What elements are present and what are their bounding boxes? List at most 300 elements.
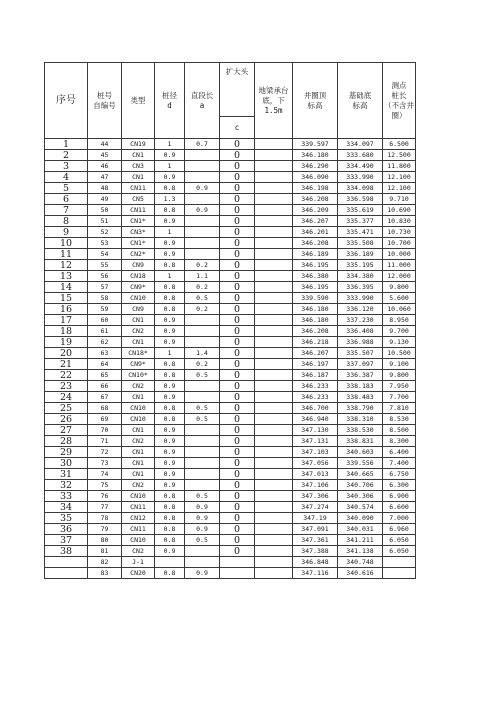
table-cell: 346.090 <box>293 172 338 183</box>
table-cell: 7.400 <box>383 458 416 469</box>
table-cell: 0.8 <box>155 491 185 502</box>
table-cell: 69 <box>88 414 122 425</box>
table-row <box>45 326 416 337</box>
table-row <box>45 205 416 216</box>
table-cell <box>255 370 293 381</box>
table-cell: CN11 <box>122 205 155 216</box>
table-cell: 346.290 <box>293 161 338 172</box>
table-cell: 338.483 <box>338 392 383 403</box>
table-row <box>45 194 416 205</box>
table-cell <box>185 557 220 568</box>
table-cell: 338.183 <box>338 381 383 392</box>
table-cell <box>185 436 220 447</box>
table-cell: 0 <box>220 183 255 194</box>
table-cell: CN1 <box>122 469 155 480</box>
table-cell: CN1 <box>122 315 155 326</box>
table-row <box>45 381 416 392</box>
table-cell <box>255 359 293 370</box>
table-cell: 9.800 <box>383 370 416 381</box>
table-cell: CN9 <box>122 304 155 315</box>
table-cell: 0 <box>220 238 255 249</box>
table-cell: 340.665 <box>338 469 383 480</box>
table-cell: 347.19 <box>293 513 338 524</box>
table-cell: 27 <box>45 425 88 436</box>
table-cell: 5.600 <box>383 293 416 304</box>
table-cell: 0.9 <box>155 381 185 392</box>
table-cell: 12.100 <box>383 183 416 194</box>
table-cell: 0.9 <box>185 205 220 216</box>
table-cell: 12 <box>45 260 88 271</box>
table-cell: CN10 <box>122 403 155 414</box>
table-cell: 336.395 <box>338 282 383 293</box>
table-cell <box>185 381 220 392</box>
table-cell: 70 <box>88 425 122 436</box>
table-cell: 11.800 <box>383 161 416 172</box>
table-cell <box>383 568 416 579</box>
table-cell: 0.9 <box>155 392 185 403</box>
table-body <box>45 139 416 579</box>
table-cell: 0.8 <box>155 535 185 546</box>
table-cell: 1 <box>155 348 185 359</box>
table-cell: 347.388 <box>293 546 338 557</box>
table-cell: 44 <box>88 139 122 150</box>
table-row <box>45 282 416 293</box>
table-cell: CN11 <box>122 502 155 513</box>
table-cell: 0.9 <box>155 337 185 348</box>
table-row <box>45 436 416 447</box>
table-cell: 0.9 <box>155 469 185 480</box>
table-cell: 0 <box>220 535 255 546</box>
table-cell: 37 <box>45 535 88 546</box>
table-cell: 0.9 <box>185 524 220 535</box>
table-cell: 52 <box>88 227 122 238</box>
header-seq: 序号 <box>45 63 88 139</box>
table-cell: 0 <box>220 414 255 425</box>
table-cell: 6.900 <box>383 491 416 502</box>
table-cell: 23 <box>45 381 88 392</box>
table-cell: 82 <box>88 557 122 568</box>
table-cell: 0 <box>220 502 255 513</box>
table-cell: 0.8 <box>155 513 185 524</box>
table-cell: 335.195 <box>338 260 383 271</box>
table-cell: 347.361 <box>293 535 338 546</box>
table-cell: 19 <box>45 337 88 348</box>
table-cell: CN3* <box>122 227 155 238</box>
table-cell: 25 <box>45 403 88 414</box>
table-cell: 0.5 <box>185 491 220 502</box>
table-row <box>45 216 416 227</box>
table-cell <box>255 293 293 304</box>
table-cell: 4 <box>45 172 88 183</box>
table-cell: 6.960 <box>383 524 416 535</box>
table-cell: 0 <box>220 249 255 260</box>
table-cell: 6.400 <box>383 447 416 458</box>
table-cell: 7.950 <box>383 381 416 392</box>
table-row <box>45 447 416 458</box>
table-row <box>45 469 416 480</box>
table-cell: 0.9 <box>155 436 185 447</box>
table-cell <box>255 491 293 502</box>
table-cell: 339.556 <box>338 458 383 469</box>
table-cell: 48 <box>88 183 122 194</box>
table-row <box>45 304 416 315</box>
table-cell <box>255 238 293 249</box>
table-cell: 0.8 <box>155 304 185 315</box>
table-cell: 340.603 <box>338 447 383 458</box>
table-cell: 0.8 <box>155 293 185 304</box>
table-cell: 11.000 <box>383 260 416 271</box>
table-cell: 0.9 <box>185 568 220 579</box>
table-cell: 336.598 <box>338 194 383 205</box>
table-row <box>45 546 416 557</box>
table-cell: 0 <box>220 392 255 403</box>
table-cell: 0 <box>220 524 255 535</box>
table-cell: 36 <box>45 524 88 535</box>
table-cell: 80 <box>88 535 122 546</box>
table-cell: 1.3 <box>155 194 185 205</box>
table-cell: 0.9 <box>155 458 185 469</box>
table-cell: 0.9 <box>155 150 185 161</box>
header-type: 类型 <box>122 63 155 139</box>
table-cell: 337.230 <box>338 315 383 326</box>
table-cell: 0.9 <box>155 315 185 326</box>
table-cell <box>185 326 220 337</box>
table-cell: CN1 <box>122 392 155 403</box>
table-cell: 6.500 <box>383 139 416 150</box>
table-cell: 0.2 <box>185 282 220 293</box>
table-cell: 334.098 <box>338 183 383 194</box>
table-cell: 340.748 <box>338 557 383 568</box>
table-cell <box>185 216 220 227</box>
table-cell: 347.013 <box>293 469 338 480</box>
table-cell: 0 <box>220 150 255 161</box>
table-row <box>45 337 416 348</box>
table-cell <box>255 425 293 436</box>
table-cell <box>255 381 293 392</box>
table-cell: 72 <box>88 447 122 458</box>
table-cell: 30 <box>45 458 88 469</box>
table-cell <box>185 425 220 436</box>
table-cell: 0.9 <box>155 480 185 491</box>
table-cell: CN18 <box>122 271 155 282</box>
table-cell: 0.8 <box>155 414 185 425</box>
header-below-cap: 地梁承台 底，下 1.5m <box>255 63 293 139</box>
table-cell: 1.1 <box>185 271 220 282</box>
table-cell: 0 <box>220 227 255 238</box>
table-cell: 346.201 <box>293 227 338 238</box>
table-cell: 0 <box>220 469 255 480</box>
table-cell: CN2 <box>122 326 155 337</box>
table-row <box>45 458 416 469</box>
table-cell: 8 <box>45 216 88 227</box>
table-cell <box>185 337 220 348</box>
table-cell: J-1 <box>122 557 155 568</box>
table-cell <box>255 249 293 260</box>
table-cell: CN10 <box>122 535 155 546</box>
table-cell: 10.060 <box>383 304 416 315</box>
table-cell: 0.5 <box>185 293 220 304</box>
table-cell: CN10 <box>122 414 155 425</box>
table-cell: CN10 <box>122 293 155 304</box>
table-cell <box>255 260 293 271</box>
table-cell: 0.9 <box>185 502 220 513</box>
table-cell: CN10* <box>122 370 155 381</box>
table-cell: 53 <box>88 238 122 249</box>
table-cell: 346.180 <box>293 304 338 315</box>
table-cell: 33 <box>45 491 88 502</box>
table-cell: 10.700 <box>383 238 416 249</box>
table-cell: 9.710 <box>383 194 416 205</box>
table-cell: CN2 <box>122 436 155 447</box>
table-cell <box>155 557 185 568</box>
table-cell: 347.091 <box>293 524 338 535</box>
table-cell: 9.700 <box>383 326 416 337</box>
table-cell: 60 <box>88 315 122 326</box>
table-cell: 71 <box>88 436 122 447</box>
table-cell <box>255 557 293 568</box>
table-cell: 0.5 <box>185 370 220 381</box>
table-row <box>45 139 416 150</box>
table-cell <box>255 194 293 205</box>
table-cell: 14 <box>45 282 88 293</box>
table-cell: 8.950 <box>383 315 416 326</box>
table-cell: 8.300 <box>383 436 416 447</box>
table-cell: 346.208 <box>293 238 338 249</box>
table-cell: 51 <box>88 216 122 227</box>
table-row <box>45 568 416 579</box>
table-cell: 0 <box>220 381 255 392</box>
table-cell: 341.211 <box>338 535 383 546</box>
table-cell: 7.810 <box>383 403 416 414</box>
table-cell: 0 <box>220 337 255 348</box>
table-row <box>45 403 416 414</box>
table-cell: 12.100 <box>383 172 416 183</box>
table-cell: 22 <box>45 370 88 381</box>
table-cell: 0 <box>220 425 255 436</box>
table-cell: 6.300 <box>383 480 416 491</box>
table-cell <box>255 271 293 282</box>
table-cell: 81 <box>88 546 122 557</box>
table-cell: 0.5 <box>185 535 220 546</box>
table-row <box>45 524 416 535</box>
table-cell: 347.274 <box>293 502 338 513</box>
table-cell: 346.380 <box>293 271 338 282</box>
table-row <box>45 359 416 370</box>
table-cell: CN2 <box>122 546 155 557</box>
table-cell: 0 <box>220 271 255 282</box>
table-cell: 3 <box>45 161 88 172</box>
table-row <box>45 491 416 502</box>
table-cell <box>185 238 220 249</box>
table-cell <box>220 568 255 579</box>
table-cell <box>255 348 293 359</box>
table-cell: CN1 <box>122 337 155 348</box>
table-cell: 0.9 <box>155 326 185 337</box>
table-cell: 0.2 <box>185 359 220 370</box>
table-cell: 339.590 <box>293 293 338 304</box>
table-cell <box>255 469 293 480</box>
table-cell: 0.9 <box>155 216 185 227</box>
table-row <box>45 480 416 491</box>
table-cell: 0 <box>220 216 255 227</box>
table-cell <box>185 161 220 172</box>
table-cell <box>255 304 293 315</box>
table-cell: 6.750 <box>383 469 416 480</box>
table-cell: 334.097 <box>338 139 383 150</box>
table-cell: 6 <box>45 194 88 205</box>
table-cell <box>255 315 293 326</box>
table-cell: 6.600 <box>383 502 416 513</box>
table-cell: 34 <box>45 502 88 513</box>
table-cell: 59 <box>88 304 122 315</box>
table-cell: 1 <box>155 139 185 150</box>
table-cell: 57 <box>88 282 122 293</box>
table-cell: 0.5 <box>185 403 220 414</box>
table-cell: 79 <box>88 524 122 535</box>
table-cell: 340.090 <box>338 513 383 524</box>
table-cell: 7.000 <box>383 513 416 524</box>
table-cell <box>255 535 293 546</box>
table-cell: 333.990 <box>338 172 383 183</box>
table-cell: 0 <box>220 194 255 205</box>
table-cell: 49 <box>88 194 122 205</box>
table-cell <box>255 513 293 524</box>
table-cell: 56 <box>88 271 122 282</box>
table-cell: 64 <box>88 359 122 370</box>
table-cell: 0.8 <box>155 282 185 293</box>
table-row <box>45 260 416 271</box>
table-cell: 346.195 <box>293 282 338 293</box>
table-cell <box>255 282 293 293</box>
table-cell: 7.700 <box>383 392 416 403</box>
table-cell: 0.2 <box>185 260 220 271</box>
table-cell: 336.120 <box>338 304 383 315</box>
table-cell: 13 <box>45 271 88 282</box>
table-cell: 1 <box>45 139 88 150</box>
table-cell: 335.508 <box>338 238 383 249</box>
table-cell <box>45 568 88 579</box>
table-cell <box>255 205 293 216</box>
table-cell: 9.800 <box>383 282 416 293</box>
table-cell: 11 <box>45 249 88 260</box>
table-cell: 338.790 <box>338 403 383 414</box>
table-cell: 17 <box>45 315 88 326</box>
table-cell: 346.187 <box>293 370 338 381</box>
header-enlarged-head-sub: c <box>220 117 255 139</box>
table-cell: 10.500 <box>383 348 416 359</box>
pile-data-table <box>44 62 416 579</box>
table-cell: 0 <box>220 436 255 447</box>
table-cell <box>255 447 293 458</box>
table-row <box>45 425 416 436</box>
table-cell: CN18* <box>122 348 155 359</box>
table-cell: 10 <box>45 238 88 249</box>
table-cell: 0.8 <box>155 524 185 535</box>
table-cell: 1.4 <box>185 348 220 359</box>
table-cell: 0.9 <box>185 183 220 194</box>
table-cell: 334.490 <box>338 161 383 172</box>
table-cell: 0 <box>220 205 255 216</box>
table-cell: 8.530 <box>383 414 416 425</box>
table-cell <box>185 469 220 480</box>
table-cell: 340.706 <box>338 480 383 491</box>
table-row <box>45 172 416 183</box>
table-cell: 63 <box>88 348 122 359</box>
table-cell <box>255 458 293 469</box>
table-cell: 0.8 <box>155 260 185 271</box>
table-cell: 0.8 <box>155 403 185 414</box>
table-cell: 0.9 <box>155 425 185 436</box>
table-cell: 61 <box>88 326 122 337</box>
table-cell: 65 <box>88 370 122 381</box>
table-cell: CN9* <box>122 359 155 370</box>
table-cell: 6.050 <box>383 535 416 546</box>
table-cell: 0 <box>220 172 255 183</box>
table-cell <box>185 480 220 491</box>
table-cell: 38 <box>45 546 88 557</box>
table-cell: 67 <box>88 392 122 403</box>
table-cell <box>185 315 220 326</box>
table-cell: 337.097 <box>338 359 383 370</box>
table-cell: 10.690 <box>383 205 416 216</box>
table-cell: 0 <box>220 491 255 502</box>
table-cell: CN2 <box>122 480 155 491</box>
table-cell: 0.5 <box>185 414 220 425</box>
table-row <box>45 161 416 172</box>
table-cell: 0.8 <box>155 205 185 216</box>
table-cell: 346.209 <box>293 205 338 216</box>
table-cell: 0 <box>220 139 255 150</box>
table-cell: 336.189 <box>338 249 383 260</box>
table-cell <box>255 546 293 557</box>
table-cell: CN1 <box>122 425 155 436</box>
table-cell <box>255 436 293 447</box>
table-cell: CN9* <box>122 282 155 293</box>
table-cell: 0.9 <box>155 249 185 260</box>
table-cell: CN3 <box>122 161 155 172</box>
table-cell: 0.7 <box>185 139 220 150</box>
table-cell: 0 <box>220 161 255 172</box>
table-cell <box>255 183 293 194</box>
table-cell: 0 <box>220 480 255 491</box>
header-shaft-top: 井圈顶 标高 <box>293 63 338 139</box>
table-cell: 346.207 <box>293 348 338 359</box>
header-pile-length: 测点 桩长 （不含井 圈） <box>383 63 416 139</box>
table-row <box>45 502 416 513</box>
table-cell: CN9 <box>122 260 155 271</box>
table-cell <box>185 447 220 458</box>
table-row <box>45 249 416 260</box>
header-pile-no: 桩号 自编号 <box>88 63 122 139</box>
table-cell <box>255 161 293 172</box>
table-cell: 338.310 <box>338 414 383 425</box>
table-cell: 347.116 <box>293 568 338 579</box>
table-cell: 346.233 <box>293 381 338 392</box>
table-cell: 346.848 <box>293 557 338 568</box>
table-cell: 75 <box>88 480 122 491</box>
table-cell: 9.100 <box>383 359 416 370</box>
table-cell: 0 <box>220 359 255 370</box>
table-cell: 336.387 <box>338 370 383 381</box>
table-cell: 333.680 <box>338 150 383 161</box>
table-cell: 346.940 <box>293 414 338 425</box>
table-cell: 347.131 <box>293 436 338 447</box>
table-cell: 339.597 <box>293 139 338 150</box>
table-cell <box>255 524 293 535</box>
table-cell: CN11 <box>122 524 155 535</box>
table-cell: 77 <box>88 502 122 513</box>
table-cell: 10.000 <box>383 249 416 260</box>
